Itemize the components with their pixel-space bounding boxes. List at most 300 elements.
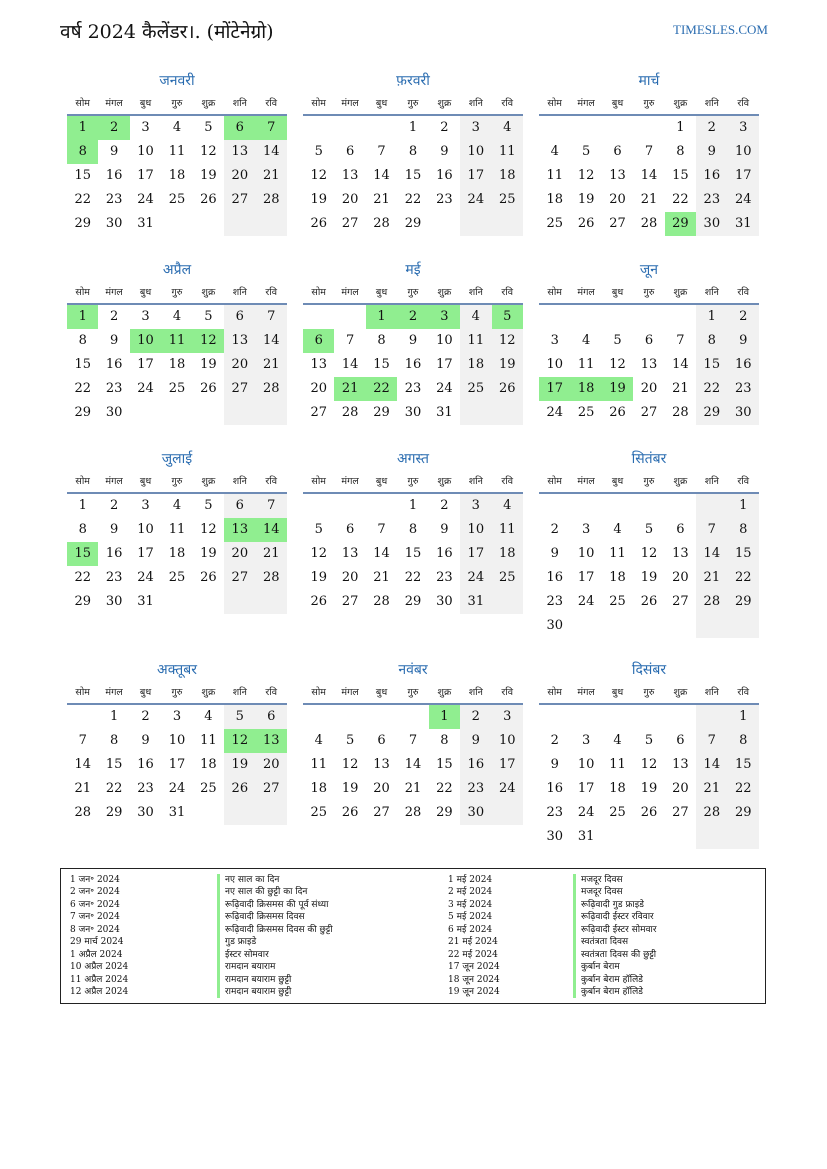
day-cell: 30 xyxy=(696,212,727,236)
day-cell: 10 xyxy=(492,729,523,753)
day-cell: 12 xyxy=(577,168,595,183)
day-cell: 30 xyxy=(137,805,154,820)
day-cell: 18 xyxy=(609,570,626,585)
weekday-header xyxy=(539,285,759,305)
month-calendar xyxy=(539,448,759,638)
day-grid xyxy=(539,705,759,849)
weekday-label: रवि xyxy=(737,98,750,109)
day-cell: 26 xyxy=(609,405,626,420)
holiday-name: नए साल की छुट्टी का दिन xyxy=(217,886,333,898)
day-cell: 17 xyxy=(168,757,186,772)
weekday-label: शुक्र xyxy=(673,287,688,298)
holiday-day-cell: 15 xyxy=(67,542,98,566)
empty-cell xyxy=(696,705,727,729)
holiday-name: स्वतंत्रता दिवस की छुट्टी xyxy=(573,949,657,961)
day-cell: 28 xyxy=(696,801,727,825)
month-calendar xyxy=(67,70,287,236)
day-cell: 20 xyxy=(341,570,359,585)
holiday-day-cell: 17 xyxy=(539,377,570,401)
weekday-label: शनि xyxy=(232,287,247,298)
day-cell: 11 xyxy=(609,757,626,772)
day-cell: 25 xyxy=(168,192,186,207)
empty-cell xyxy=(256,801,287,825)
day-cell: 7 xyxy=(408,733,418,748)
holiday-date: 8 जन॰ 2024 xyxy=(70,924,120,935)
day-cell: 1 xyxy=(109,709,119,724)
day-cell: 19 xyxy=(200,357,217,372)
day-cell: 17 xyxy=(577,781,595,796)
day-cell: 6 xyxy=(345,522,355,537)
day-cell: 2 xyxy=(696,116,727,140)
day-cell: 14 xyxy=(256,140,287,164)
holiday-dates-right xyxy=(448,874,500,998)
empty-cell xyxy=(161,212,192,236)
day-cell: 4 xyxy=(172,498,182,513)
holiday-date: 2 मई 2024 xyxy=(448,887,493,898)
day-cell: 31 xyxy=(577,829,595,844)
empty-cell xyxy=(602,116,633,140)
day-cell: 27 xyxy=(373,805,390,820)
weekday-label: शुक्र xyxy=(437,687,452,698)
day-cell: 15 xyxy=(404,546,422,561)
empty-cell xyxy=(602,494,633,518)
month-calendar xyxy=(303,259,523,425)
day-cell: 2 xyxy=(460,705,491,729)
day-cell: 25 xyxy=(492,566,523,590)
weekday-header xyxy=(67,96,287,116)
weekday-label: सोम xyxy=(547,98,562,109)
day-grid xyxy=(67,305,287,425)
day-cell: 28 xyxy=(640,216,658,231)
holiday-name: रूढ़िवादी क्रिसमस दिवस की छुट्टी xyxy=(217,924,333,936)
day-cell: 10 xyxy=(577,546,595,561)
weekday-label: मंगल xyxy=(341,687,359,698)
day-cell: 15 xyxy=(728,542,759,566)
day-cell: 3 xyxy=(172,709,182,724)
day-cell: 13 xyxy=(640,357,658,372)
month-calendar xyxy=(539,70,759,236)
day-cell: 14 xyxy=(341,357,359,372)
day-cell: 6 xyxy=(224,494,255,518)
weekday-label: बुध xyxy=(611,287,624,298)
day-cell: 30 xyxy=(546,618,563,633)
empty-cell xyxy=(460,401,491,425)
holiday-date: 2 जन॰ 2024 xyxy=(70,887,120,898)
weekday-label: गुरु xyxy=(171,98,183,109)
weekday-label: मंगल xyxy=(105,687,123,698)
day-cell: 22 xyxy=(728,566,759,590)
day-cell: 21 xyxy=(404,781,422,796)
empty-cell xyxy=(728,825,759,849)
day-cell: 11 xyxy=(492,140,523,164)
weekday-label: शुक्र xyxy=(437,98,452,109)
empty-cell xyxy=(366,116,397,140)
day-cell: 6 xyxy=(256,705,287,729)
day-cell: 9 xyxy=(550,757,559,772)
weekday-label: गुरु xyxy=(407,476,419,487)
month-title: जनवरी xyxy=(159,73,195,89)
day-cell: 24 xyxy=(460,188,491,212)
day-cell: 9 xyxy=(109,333,119,348)
weekday-label: गुरु xyxy=(407,98,419,109)
day-cell: 11 xyxy=(310,757,327,772)
holiday-name: रामदान बयाराम xyxy=(217,961,333,973)
day-cell: 15 xyxy=(728,753,759,777)
holiday-day-cell: 8 xyxy=(67,140,98,164)
weekday-label: बुध xyxy=(611,98,624,109)
empty-cell xyxy=(602,305,633,329)
weekday-label: रवि xyxy=(265,687,278,698)
weekday-label: सोम xyxy=(547,476,562,487)
day-cell: 29 xyxy=(696,401,727,425)
empty-cell xyxy=(602,825,633,849)
day-cell: 27 xyxy=(341,216,359,231)
page-title: वर्ष 2024 कैलेंडर।. (मोंटेनेग्रो) xyxy=(60,21,274,43)
day-cell: 30 xyxy=(728,401,759,425)
day-cell: 15 xyxy=(436,757,453,772)
empty-cell xyxy=(570,614,601,638)
day-cell: 27 xyxy=(224,188,255,212)
month-calendar xyxy=(67,259,287,425)
day-cell: 13 xyxy=(341,168,359,183)
day-cell: 1 xyxy=(408,498,418,513)
empty-cell xyxy=(334,116,365,140)
day-cell: 8 xyxy=(696,329,727,353)
day-cell: 18 xyxy=(460,353,491,377)
day-cell: 11 xyxy=(460,329,491,353)
month-title: अक्तूबर xyxy=(157,662,197,678)
day-cell: 31 xyxy=(168,805,186,820)
weekday-label: रवि xyxy=(501,287,514,298)
day-cell: 10 xyxy=(546,357,563,372)
day-cell: 19 xyxy=(224,753,255,777)
day-cell: 25 xyxy=(609,805,626,820)
empty-cell xyxy=(539,494,570,518)
day-cell: 22 xyxy=(436,781,453,796)
day-cell: 28 xyxy=(672,405,689,420)
day-cell: 9 xyxy=(109,144,119,159)
day-cell: 17 xyxy=(577,570,595,585)
day-cell: 20 xyxy=(672,781,689,796)
day-cell: 24 xyxy=(137,192,154,207)
day-cell: 16 xyxy=(436,168,453,183)
holiday-day-cell: 6 xyxy=(224,116,255,140)
day-cell: 4 xyxy=(204,709,213,724)
day-cell: 2 xyxy=(550,733,559,748)
day-cell: 24 xyxy=(137,570,154,585)
weekday-label: शुक्र xyxy=(673,476,688,487)
day-cell: 5 xyxy=(314,144,323,159)
day-cell: 9 xyxy=(460,729,491,753)
holiday-day-cell: 13 xyxy=(224,518,255,542)
day-cell: 12 xyxy=(310,546,327,561)
weekday-label: रवि xyxy=(737,476,750,487)
weekday-label: मंगल xyxy=(577,287,595,298)
holiday-day-cell: 7 xyxy=(256,116,287,140)
day-cell: 1 xyxy=(78,498,87,513)
day-cell: 17 xyxy=(137,546,154,561)
day-cell: 24 xyxy=(492,777,523,801)
weekday-header xyxy=(67,474,287,494)
holiday-date: 21 मई 2024 xyxy=(448,937,498,948)
day-cell: 24 xyxy=(577,805,595,820)
day-cell: 25 xyxy=(546,216,563,231)
month-title: मार्च xyxy=(638,73,660,89)
day-cell: 6 xyxy=(377,733,386,748)
weekday-label: मंगल xyxy=(577,98,595,109)
day-cell: 6 xyxy=(676,733,685,748)
month-grid xyxy=(67,70,761,860)
day-cell: 3 xyxy=(581,522,591,537)
day-cell: 20 xyxy=(640,381,658,396)
day-cell: 26 xyxy=(310,216,327,231)
day-cell: 19 xyxy=(310,570,327,585)
weekday-label: शनि xyxy=(232,98,247,109)
day-cell: 3 xyxy=(581,733,591,748)
holiday-date: 12 अप्रैल 2024 xyxy=(70,986,129,997)
day-cell: 28 xyxy=(696,590,727,614)
weekday-label: रवि xyxy=(501,98,514,109)
empty-cell xyxy=(256,212,287,236)
day-cell: 7 xyxy=(676,333,685,348)
day-cell: 7 xyxy=(256,494,287,518)
day-cell: 17 xyxy=(436,357,453,372)
day-cell: 22 xyxy=(672,192,689,207)
weekday-label: शुक्र xyxy=(673,98,688,109)
day-cell: 31 xyxy=(460,590,491,614)
day-cell: 14 xyxy=(672,357,689,372)
weekday-label: बुध xyxy=(375,687,388,698)
day-cell: 28 xyxy=(341,405,359,420)
day-cell: 23 xyxy=(696,188,727,212)
day-cell: 17 xyxy=(460,542,491,566)
day-cell: 13 xyxy=(224,140,255,164)
day-cell: 25 xyxy=(310,805,327,820)
holiday-day-cell: 3 xyxy=(429,305,460,329)
day-cell: 7 xyxy=(377,144,386,159)
month-calendar xyxy=(303,659,523,825)
day-cell: 31 xyxy=(137,216,154,231)
day-cell: 19 xyxy=(200,168,217,183)
day-cell: 29 xyxy=(74,405,91,420)
holiday-name: मजदूर दिवस xyxy=(573,874,657,886)
weekday-label: बुध xyxy=(375,287,388,298)
weekday-label: सोम xyxy=(75,287,90,298)
day-cell: 12 xyxy=(640,757,658,772)
weekday-label: गुरु xyxy=(171,687,183,698)
weekday-label: गुरु xyxy=(643,687,655,698)
day-cell: 4 xyxy=(492,494,523,518)
weekday-label: बुध xyxy=(611,687,624,698)
day-cell: 5 xyxy=(644,733,654,748)
day-cell: 17 xyxy=(137,357,154,372)
empty-cell xyxy=(633,116,664,140)
day-cell: 10 xyxy=(460,140,491,164)
day-cell: 2 xyxy=(109,309,119,324)
empty-cell xyxy=(224,801,255,825)
holiday-names-right xyxy=(573,874,657,998)
day-cell: 5 xyxy=(314,522,323,537)
day-cell: 4 xyxy=(550,144,559,159)
day-cell: 8 xyxy=(408,522,418,537)
weekday-label: मंगल xyxy=(105,98,123,109)
day-cell: 24 xyxy=(577,594,595,609)
holiday-day-cell: 22 xyxy=(366,377,397,401)
day-cell: 13 xyxy=(609,168,626,183)
weekday-label: मंगल xyxy=(577,476,595,487)
day-cell: 30 xyxy=(404,405,422,420)
weekday-label: शुक्र xyxy=(201,687,216,698)
weekday-label: बुध xyxy=(139,687,152,698)
weekday-label: शुक्र xyxy=(201,476,216,487)
day-cell: 23 xyxy=(105,192,123,207)
holiday-day-cell: 5 xyxy=(492,305,523,329)
weekday-label: शुक्र xyxy=(673,687,688,698)
month-title: जुलाई xyxy=(161,451,193,467)
empty-cell xyxy=(665,705,696,729)
day-cell: 26 xyxy=(341,805,359,820)
day-cell: 2 xyxy=(440,120,449,135)
day-cell: 22 xyxy=(74,192,91,207)
day-grid xyxy=(303,305,523,425)
empty-cell xyxy=(665,494,696,518)
day-cell: 31 xyxy=(137,594,154,609)
empty-cell xyxy=(429,212,460,236)
day-cell: 10 xyxy=(137,144,154,159)
day-cell: 21 xyxy=(74,781,91,796)
day-cell: 11 xyxy=(609,546,626,561)
empty-cell xyxy=(366,494,397,518)
day-cell: 9 xyxy=(440,522,449,537)
weekday-label: शनि xyxy=(704,98,719,109)
day-cell: 14 xyxy=(696,542,727,566)
day-cell: 2 xyxy=(550,522,559,537)
day-cell: 7 xyxy=(345,333,355,348)
day-cell: 27 xyxy=(224,566,255,590)
day-cell: 10 xyxy=(728,140,759,164)
day-cell: 5 xyxy=(613,333,622,348)
day-cell: 1 xyxy=(408,120,418,135)
holiday-name: कुर्बान बेराम हॉलिडे xyxy=(573,974,657,986)
holiday-date: 22 मई 2024 xyxy=(448,949,498,960)
day-cell: 6 xyxy=(676,522,685,537)
day-cell: 23 xyxy=(105,570,123,585)
day-cell: 29 xyxy=(74,594,91,609)
day-cell: 8 xyxy=(408,144,418,159)
day-cell: 18 xyxy=(168,546,186,561)
holiday-day-cell: 1 xyxy=(67,305,98,329)
holiday-day-cell: 6 xyxy=(303,329,334,353)
day-cell: 25 xyxy=(168,381,186,396)
day-cell: 20 xyxy=(373,781,390,796)
day-cell: 5 xyxy=(581,144,591,159)
day-cell: 21 xyxy=(640,192,658,207)
day-cell: 17 xyxy=(492,753,523,777)
day-cell: 9 xyxy=(141,733,150,748)
holiday-day-cell: 1 xyxy=(429,705,460,729)
weekday-label: रवि xyxy=(265,476,278,487)
day-cell: 24 xyxy=(546,405,563,420)
holiday-name: रूढ़िवादी ईस्टर रविवार xyxy=(573,911,657,923)
day-cell: 13 xyxy=(373,757,390,772)
day-cell: 13 xyxy=(341,546,359,561)
day-cell: 26 xyxy=(200,570,217,585)
weekday-label: सोम xyxy=(311,287,326,298)
month-calendar xyxy=(539,259,759,425)
empty-cell xyxy=(492,801,523,825)
day-cell: 30 xyxy=(546,829,563,844)
day-cell: 5 xyxy=(204,120,213,135)
empty-cell xyxy=(256,590,287,614)
empty-cell xyxy=(633,614,664,638)
weekday-label: सोम xyxy=(75,687,90,698)
weekday-label: शनि xyxy=(704,687,719,698)
day-cell: 19 xyxy=(577,192,595,207)
day-cell: 15 xyxy=(696,353,727,377)
day-cell: 3 xyxy=(141,120,150,135)
weekday-header xyxy=(67,285,287,305)
empty-cell xyxy=(366,705,397,729)
holiday-name: रूढ़िवादी गुड फ्राइडे xyxy=(573,899,657,911)
weekday-label: गुरु xyxy=(171,476,183,487)
weekday-header xyxy=(303,685,523,705)
holiday-date: 29 मार्च 2024 xyxy=(70,937,124,948)
empty-cell xyxy=(665,305,696,329)
day-cell: 22 xyxy=(404,192,422,207)
day-cell: 5 xyxy=(345,733,355,748)
holiday-day-cell: 2 xyxy=(98,116,129,140)
day-cell: 8 xyxy=(728,518,759,542)
empty-cell xyxy=(602,614,633,638)
weekday-label: रवि xyxy=(737,287,750,298)
month-calendar xyxy=(67,448,287,614)
day-cell: 15 xyxy=(373,357,390,372)
day-cell: 5 xyxy=(224,705,255,729)
holiday-date: 19 जून 2024 xyxy=(448,986,500,997)
day-cell: 22 xyxy=(74,381,91,396)
day-grid xyxy=(67,705,287,825)
holiday-date: 10 अप्रैल 2024 xyxy=(70,962,129,973)
holiday-names-left xyxy=(217,874,333,998)
day-cell: 18 xyxy=(609,781,626,796)
weekday-label: बुध xyxy=(139,476,152,487)
holiday-day-cell: 18 xyxy=(570,377,601,401)
day-cell: 21 xyxy=(672,381,689,396)
day-cell: 23 xyxy=(404,381,422,396)
day-cell: 2 xyxy=(141,709,150,724)
empty-cell xyxy=(665,825,696,849)
weekday-label: सोम xyxy=(547,687,562,698)
day-cell: 12 xyxy=(492,329,523,353)
day-cell: 16 xyxy=(105,168,123,183)
site-link[interactable]: TIMESLES.COM xyxy=(673,22,768,37)
weekday-label: गुरु xyxy=(643,287,655,298)
holiday-name: कुर्बान बेराम xyxy=(573,961,657,973)
day-cell: 27 xyxy=(256,777,287,801)
day-cell: 27 xyxy=(224,377,255,401)
day-cell: 1 xyxy=(728,705,759,729)
empty-cell xyxy=(334,705,365,729)
day-cell: 4 xyxy=(314,733,323,748)
empty-cell xyxy=(334,494,365,518)
day-cell: 14 xyxy=(696,753,727,777)
day-cell: 26 xyxy=(577,216,595,231)
weekday-header xyxy=(303,96,523,116)
day-cell: 6 xyxy=(644,333,654,348)
weekday-header xyxy=(303,285,523,305)
holiday-day-cell: 29 xyxy=(665,212,696,236)
day-cell: 6 xyxy=(345,144,355,159)
